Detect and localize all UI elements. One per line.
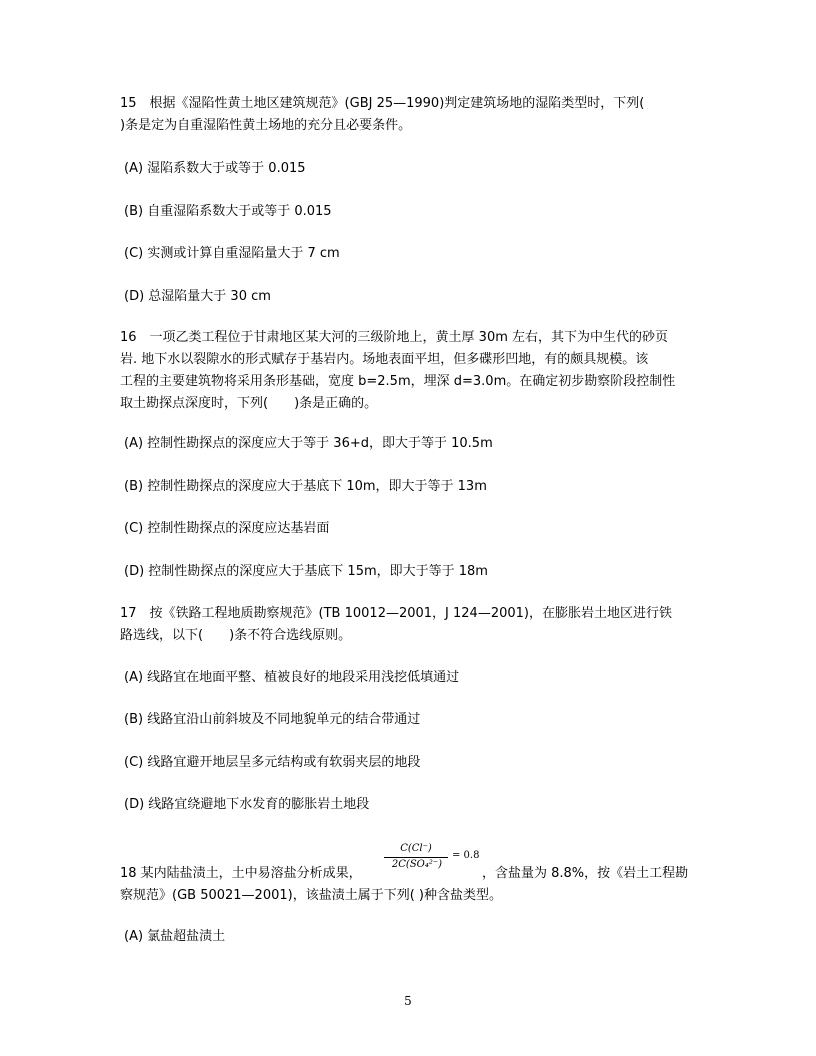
q16-stem-line1: 16 一项乙类工程位于甘肃地区某大河的三级阶地上，黄土厚 30m 左右，其下为中生代的砂页 [120, 330, 669, 345]
q15-stem-line2: )条是定为自重湿陷性黄土场地的充分且必要条件。 [120, 118, 412, 133]
q15-option-c: (C) 实测或计算自重湿陷量大于 7 cm [124, 246, 340, 261]
q16-option-a: (A) 控制性勘探点的深度应大于等于 36+d，即大于等于 10.5m [124, 436, 493, 451]
q16-option-b: (B) 控制性勘探点的深度应大于基底下 10m，即大于等于 13m [124, 479, 487, 494]
q17-option-b: (B) 线路宜沿山前斜坡及不同地貌单元的结合带通过 [124, 712, 421, 727]
page-number: 5 [404, 994, 412, 1008]
q17-option-d: (D) 线路宜绕避地下水发育的膨胀岩土地段 [124, 797, 370, 812]
q15-option-d: (D) 总湿陷量大于 30 cm [124, 289, 271, 304]
q18-stem-line1-start: 18 某内陆盐渍土，土中易溶盐分析成果， [120, 866, 362, 881]
q18-stem-line1-end: ，含盐量为 8.8%，按《岩土工程勘 [482, 866, 689, 881]
q18-stem-line2: 察规范》(GB 50021—2001)，该盐渍土属于下列( )种含盐类型。 [120, 888, 502, 903]
q18-option-a: (A) 氯盐超盐渍土 [124, 929, 226, 944]
q17-stem-line2: 路选线，以下( )条不符合选线原则。 [120, 628, 352, 643]
q15-option-a: (A) 湿陷系数大于或等于 0.015 [124, 161, 306, 176]
formula-equals: = 0.8 [452, 850, 480, 861]
q16-stem-line4: 取土勘探点深度时，下列( )条是正确的。 [120, 396, 378, 411]
q17-stem-line1: 17 按《铁路工程地质勘察规范》(TB 10012—2001，J 124—2001)，在膨胀岩土地区进行铁 [120, 606, 672, 621]
q17-option-c: (C) 线路宜避开地层呈多元结构或有软弱夹层的地段 [124, 755, 421, 770]
q16-stem-line3: 工程的主要建筑物将采用条形基础，宽度 b=2.5m，埋深 d=3.0m。在确定初步勘察阶段控制性 [120, 374, 676, 389]
q16-option-c: (C) 控制性勘探点的深度应达基岩面 [124, 521, 330, 536]
q15-stem-line1: 15 根据《湿陷性黄土地区建筑规范》(GBJ 25—1990)判定建筑场地的湿陷类型时，下列( [120, 96, 645, 111]
fraction-bar [384, 857, 448, 858]
q16-stem-line2: 岩. 地下水以裂隙水的形式赋存于基岩内。场地表面平坦，但多碟形凹地，有的颇具规模。该 [120, 352, 649, 367]
salt-ratio-formula [382, 843, 492, 875]
q17-option-a: (A) 线路宜在地面平整、植被良好的地段采用浅挖低填通过 [124, 670, 460, 685]
formula-denominator: 2C(SO₄²⁻) [391, 859, 443, 870]
q16-option-d: (D) 控制性勘探点的深度应大于基底下 15m，即大于等于 18m [124, 564, 488, 579]
formula-numerator: C(Cl⁻) [400, 843, 432, 854]
q15-option-b: (B) 自重湿陷系数大于或等于 0.015 [124, 204, 332, 219]
